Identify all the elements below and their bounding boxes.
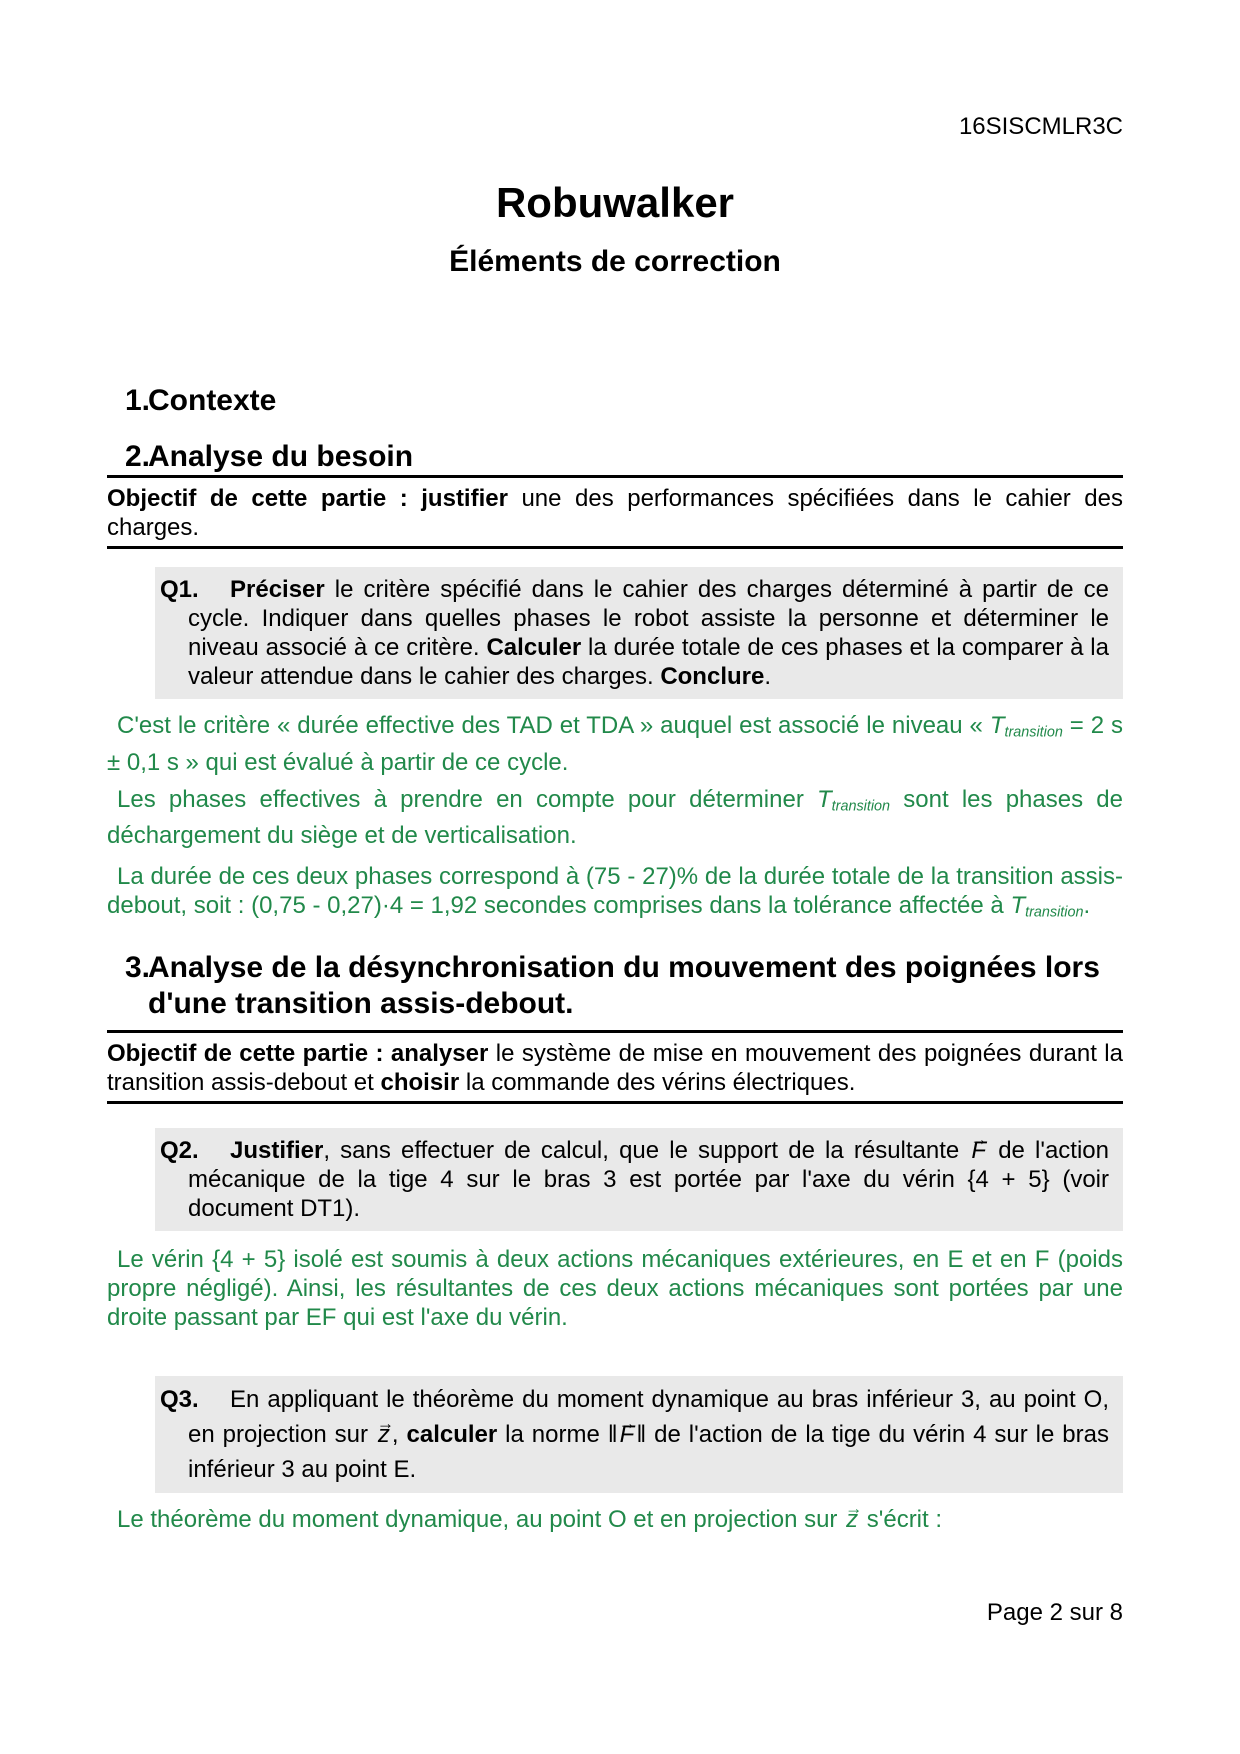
document-subtitle: Éléments de correction — [449, 245, 781, 278]
question-label-q2: Q2. — [160, 1136, 199, 1164]
question-label-q3: Q3. — [160, 1385, 199, 1413]
document-title: Robuwalker — [495, 179, 735, 226]
section-heading-analyse-du-besoin — [125, 439, 1123, 475]
document-reference-code: 16SISCMLR3C — [958, 113, 1123, 140]
answer-paragraph-q3: Le théorème du moment dynamique, au point O et en projection sur z → s'écrit : — [107, 1505, 1123, 1534]
answer-paragraph-q1-1: C'est le critère « durée effective des TAD et TDA » auquel est associé le niveau « $T_{transition} = 2$ s ± 0,1 s » qui est évalué à partir de ce cycle. — [107, 712, 1123, 776]
answer-paragraph-q1-3: La durée de ces deux phases correspond à (75 - 27)% de la durée totale de la transition assis-debout, soit : (0,75 - 0,27)·4 = 1,92 secondes comprises dans la tolérance affectée à $T_{transition}$. — [107, 863, 1123, 921]
section-title: Analyse de la désynchronisation du mouvement des poignées lors d'une transition assis-debout. — [148, 950, 1100, 1020]
section-heading-contexte — [125, 383, 1123, 419]
question-block-q1 — [155, 567, 1123, 699]
section-number: 1. — [125, 384, 151, 417]
question-label-q1: Q1. — [160, 576, 199, 603]
section-number: 3. — [125, 950, 151, 984]
objective-statement-2: Objectif de cette partie : analyser le système de mise en mouvement des poignées durant la transition assis-debout et choisir la commande des vérins électriques. — [107, 1030, 1123, 1104]
section-number: 2. — [125, 440, 151, 473]
question-block-q2 — [155, 1128, 1123, 1231]
section-heading-analyse-desynchronisation — [125, 950, 1123, 1022]
objective-statement-1: Objectif de cette partie : justifier une des performances spécifiées dans le cahier des charges. — [107, 475, 1123, 549]
question-body-q2: Justifier, sans effectuer de calcul, que le support de la résultante F → de l'action mécanique de la tige 4 sur le bras 3 est portée par l'axe du vérin {4 + 5} (voir document DT1). — [188, 1137, 1109, 1222]
answer-paragraph-q2: Le vérin {4 + 5} isolé est soumis à deux actions mécaniques extérieures, en E et en F (poids propre négligé). Ainsi, les résultantes de ces deux actions mécaniques sont portées par une droite passant par EF qui est l'axe du vérin. — [107, 1245, 1123, 1331]
page-footer: Page 2 sur 8 — [986, 1598, 1123, 1626]
question-body-q1: Préciser le critère spécifié dans le cahier des charges déterminé à partir de ce cycle. Indiquer dans quelles phases le robot assiste la personne et déterminer le niveau associé à ce critère. Calculer la durée totale de ces phases et la comparer à la valeur attendue dans le cahier des charges. Conclure. — [188, 576, 1109, 690]
answer-paragraph-q1-2: Les phases effectives à prendre en compte pour déterminer $T_{transition}$ sont les phases de déchargement du siège et de verticalisation. — [107, 785, 1123, 850]
question-body-q3: En appliquant le théorème du moment dynamique au bras inférieur 3, au point O, en projection sur z →, calculer la norme ‖F →‖ de l'action de la tige du vérin 4 sur le bras inférieur 3 au point E. — [188, 1386, 1109, 1483]
section-title: Contexte — [148, 384, 277, 417]
question-block-q3 — [155, 1376, 1123, 1493]
section-title: Analyse du besoin — [148, 440, 414, 473]
